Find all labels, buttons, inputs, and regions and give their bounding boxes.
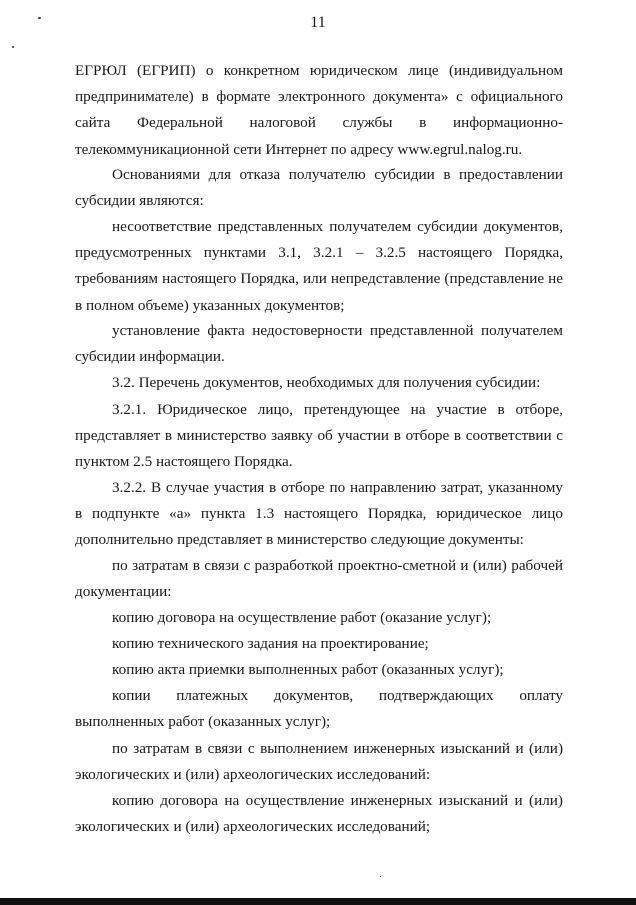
paragraph-3-2-2: 3.2.2. В случае участия в отборе по направлению затрат, указанному в подпункте «а» пункта 1.3 настоящего Порядка, юридическое лицо дополнительно представляет в министерство следующие документы: <box>75 479 563 549</box>
paragraph-unreliability: установление факта недостоверности представленной получателем субсидии информации. <box>75 322 563 366</box>
list-item-survey-contract-copy: копию договора на осуществление инженерных изысканий и (или) экологических и (или) археологических исследований; <box>75 792 563 836</box>
scan-speck <box>38 17 41 19</box>
paragraph-design-costs: по затратам в связи с разработкой проектно-сметной и (или) рабочей документации: <box>75 557 563 601</box>
page-number: 11 <box>310 14 326 31</box>
list-item-payment-docs: копии платежных документов, подтверждающих оплату выполненных работ (оказанных услуг); <box>75 687 563 731</box>
scan-speck <box>380 876 381 877</box>
paragraph-egrul: ЕГРЮЛ (ЕГРИП) о конкретном юридическом лице (индивидуальном предпринимателе) в формате электронного документа» с официального сайта Федеральной налоговой службы в информационно-телекоммуникационной сети Интернет по адресу www.egrul.nalog.ru. <box>75 62 563 158</box>
paragraph-refusal-grounds: Основаниями для отказа получателю субсидии в предоставлении субсидии являются: <box>75 166 563 210</box>
list-item-tech-spec-copy: копию технического задания на проектирование; <box>112 635 429 652</box>
paragraph-survey-costs: по затратам в связи с выполнением инженерных изысканий и (или) экологических и (или) археологических исследований: <box>75 740 563 784</box>
scan-edge-bar <box>0 898 636 905</box>
paragraph-3-2: 3.2. Перечень документов, необходимых для получения субсидии: <box>112 374 541 391</box>
list-item-acceptance-act-copy: копию акта приемки выполненных работ (оказанных услуг); <box>112 661 504 678</box>
paragraph-nonconformity: несоответствие представленных получателем субсидии документов, предусмотренных пунктами 3.1, 3.2.1 – 3.2.5 настоящего Порядка, требованиям настоящего Порядка, или непредставление (представление не в полном объеме) указанных документов; <box>75 218 563 314</box>
list-item-contract-copy: копию договора на осуществление работ (оказание услуг); <box>112 609 492 626</box>
scan-speck <box>12 46 14 48</box>
paragraph-3-2-1: 3.2.1. Юридическое лицо, претендующее на участие в отборе, представляет в министерство заявку об участии в отборе в соответствии с пунктом 2.5 настоящего Порядка. <box>75 401 563 471</box>
